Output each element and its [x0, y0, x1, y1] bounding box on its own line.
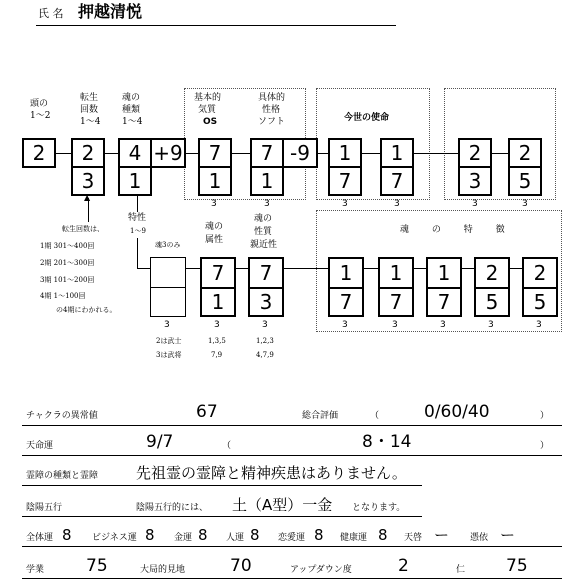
label-specific-1: 具体的: [258, 93, 286, 103]
value-basic-top: 7: [198, 138, 232, 168]
tenmei-underline: [22, 455, 562, 456]
luck-label: 憑依: [470, 533, 489, 543]
spirit-value: 先祖霊の霊障と精神疾患はありません。: [136, 464, 407, 482]
trait-line-2: [137, 238, 138, 268]
label-nature-3: 親近性: [250, 240, 278, 250]
tenmei-open: （: [222, 441, 232, 451]
luck-value: ー: [434, 526, 450, 544]
name-underline: [36, 25, 396, 26]
overall-close: ）: [540, 411, 550, 421]
trait-line-3: [137, 268, 151, 269]
luck-label: 金運: [174, 533, 193, 543]
luck-value: 8: [145, 526, 155, 544]
label-basic-1: 基本的: [194, 93, 222, 103]
label-head-1: 頭の: [30, 99, 49, 109]
value-feat3-bottom: 7: [426, 287, 462, 317]
value-feat4-bottom: 5: [474, 287, 510, 317]
value-feat2-bottom: 7: [378, 287, 414, 317]
overall-open: （: [370, 411, 380, 421]
rebirth-note: の4期にわかれる。: [56, 306, 117, 314]
luck-label: 全体運: [26, 533, 54, 543]
bottom-three: 3: [392, 320, 398, 330]
study-label: 学業: [26, 565, 45, 575]
study-underline: [22, 578, 562, 579]
value-head: 2: [22, 138, 56, 168]
label-attr-2: 属性: [205, 235, 224, 245]
top-three: 3: [264, 199, 270, 209]
value-right2-top: 2: [508, 138, 542, 168]
label-os: OS: [203, 117, 218, 127]
luck-value: ー: [500, 526, 516, 544]
label-nature-2: 性質: [254, 227, 273, 237]
value-right1-top: 2: [458, 138, 492, 168]
label-trait-1: 特性: [128, 213, 147, 223]
label-rebirth-1: 転生: [80, 93, 99, 103]
rebirth-note: 4期 1～100回: [40, 292, 86, 300]
label-head-2: 1～2: [30, 111, 51, 121]
rebirth-note: 1期 301～400回: [40, 242, 95, 250]
bottom-three: 3: [440, 320, 446, 330]
bottom-three: 3: [342, 320, 348, 330]
value-mission2-top: 1: [380, 138, 414, 168]
luck-label: 恋愛運: [278, 533, 306, 543]
spirit-underline: [22, 485, 422, 486]
value-feat5-top: 2: [522, 257, 558, 289]
luck-value: 8: [198, 526, 208, 544]
jin-label: 仁: [456, 565, 466, 575]
note-left-2: 3は武将: [156, 351, 182, 359]
updown-value: 2: [398, 556, 409, 576]
value-nature-top: 7: [248, 257, 284, 289]
value-mission2-bottom: 7: [380, 166, 414, 196]
up-arrow-icon: ▲: [84, 193, 91, 202]
value-attr-top: 7: [200, 257, 236, 289]
value-feat1-top: 1: [328, 257, 364, 289]
bottom-three: 3: [488, 320, 494, 330]
value-feat1-bottom: 7: [328, 287, 364, 317]
rebirth-note: 転生回数は、: [62, 225, 104, 233]
label-attr-1: 魂の: [205, 222, 224, 232]
yinyang-main: 土（A型）一金: [232, 496, 333, 514]
bottom-three: 3: [262, 320, 268, 330]
study-value: 75: [86, 556, 108, 576]
label-rebirth-3: 1～4: [80, 117, 101, 127]
value-feat2-top: 1: [378, 257, 414, 289]
chakra-label: チャクラの異常値: [26, 411, 98, 421]
tenmei-value: 9/7: [146, 432, 174, 452]
bottom-three: 3: [214, 320, 220, 330]
label-kind-2: 種類: [122, 105, 141, 115]
name-label: 氏 名: [38, 7, 64, 20]
overall-label: 総合評価: [302, 411, 339, 421]
value-feat4-top: 2: [474, 257, 510, 289]
note-left-1: 2は武士: [156, 337, 182, 345]
luck-value: 8: [378, 526, 388, 544]
luck-value: 8: [250, 526, 260, 544]
luck-value: 8: [314, 526, 324, 544]
luck-underline: [22, 546, 562, 547]
top-three: 3: [394, 199, 400, 209]
value-nature-bottom: 3: [248, 287, 284, 317]
luck-label: ビジネス運: [92, 533, 137, 543]
note-nature-1: 1,2,3: [256, 337, 274, 345]
bottom-three: 3: [164, 320, 170, 330]
note-attr-1: 1,3,5: [208, 337, 226, 345]
value-rebirth-bottom: 3: [71, 166, 105, 196]
rebirth-note: 2期 201～300回: [40, 259, 95, 267]
bigpic-value: 70: [230, 556, 252, 576]
value-rebirth-top: 2: [71, 138, 105, 168]
note-attr-2: 7,9: [211, 351, 223, 359]
top-three: 3: [522, 199, 528, 209]
label-basic-2: 気質: [198, 105, 217, 115]
luck-label: 人運: [226, 533, 245, 543]
name-value: 押越清悦: [78, 2, 143, 21]
label-nature-1: 魂の: [254, 214, 273, 224]
label-specific-3: ソフト: [258, 117, 286, 127]
label-kind-1: 魂の: [122, 93, 141, 103]
value-minus: -9: [282, 138, 318, 168]
bottom-three: 3: [536, 320, 542, 330]
yinyang-pre: 陰陽五行的には、: [136, 503, 209, 513]
chakra-underline: [22, 425, 562, 426]
trait-line: [137, 196, 138, 212]
label-kind-3: 1～4: [122, 117, 143, 127]
top-three: 3: [472, 199, 478, 209]
value-specific-top: 7: [250, 138, 284, 168]
soul-only-box: [150, 257, 186, 317]
value-specific-bottom: 1: [250, 166, 284, 196]
note-nature-2: 4,7,9: [256, 351, 274, 359]
value-feat3-top: 1: [426, 257, 462, 289]
top-three: 3: [342, 199, 348, 209]
luck-label: 天啓: [404, 533, 423, 543]
value-attr-bottom: 1: [200, 287, 236, 317]
overall-value: 0/60/40: [424, 402, 490, 422]
luck-value: 8: [62, 526, 72, 544]
tenmei-center: 8・14: [362, 432, 412, 452]
top-three: 3: [211, 199, 217, 209]
updown-label: アップダウン度: [290, 565, 352, 575]
yinyang-underline: [22, 516, 422, 517]
label-rebirth-2: 回数: [80, 105, 99, 115]
tenmei-close: ）: [540, 441, 550, 451]
yinyang-post: となります。: [352, 503, 406, 513]
yinyang-label: 陰陽五行: [26, 503, 63, 513]
value-kind-top: 4: [118, 138, 152, 168]
value-basic-bottom: 1: [198, 166, 232, 196]
value-kind-bottom: 1: [118, 166, 152, 196]
rebirth-note: 3期 101～200回: [40, 276, 95, 284]
bigpic-label: 大局的見地: [140, 565, 186, 575]
luck-label: 健康運: [340, 533, 368, 543]
label-features: 魂 の 特 徴: [400, 225, 515, 235]
label-specific-2: 性格: [262, 105, 281, 115]
value-mission1-top: 1: [328, 138, 362, 168]
label-soul-only: 魂3のみ: [155, 241, 181, 249]
value-right2-bottom: 5: [508, 166, 542, 196]
label-trait-2: 1～9: [130, 227, 146, 235]
value-plus: +9: [150, 138, 186, 168]
label-mission: 今世の使命: [344, 113, 390, 123]
value-mission1-bottom: 7: [328, 166, 362, 196]
value-right1-bottom: 3: [458, 166, 492, 196]
tenmei-label: 天命運: [26, 441, 54, 451]
chakra-value: 67: [196, 402, 218, 422]
value-feat5-bottom: 5: [522, 287, 558, 317]
spirit-label: 霊障の種類と霊障: [26, 471, 99, 481]
jin-value: 75: [506, 556, 528, 576]
